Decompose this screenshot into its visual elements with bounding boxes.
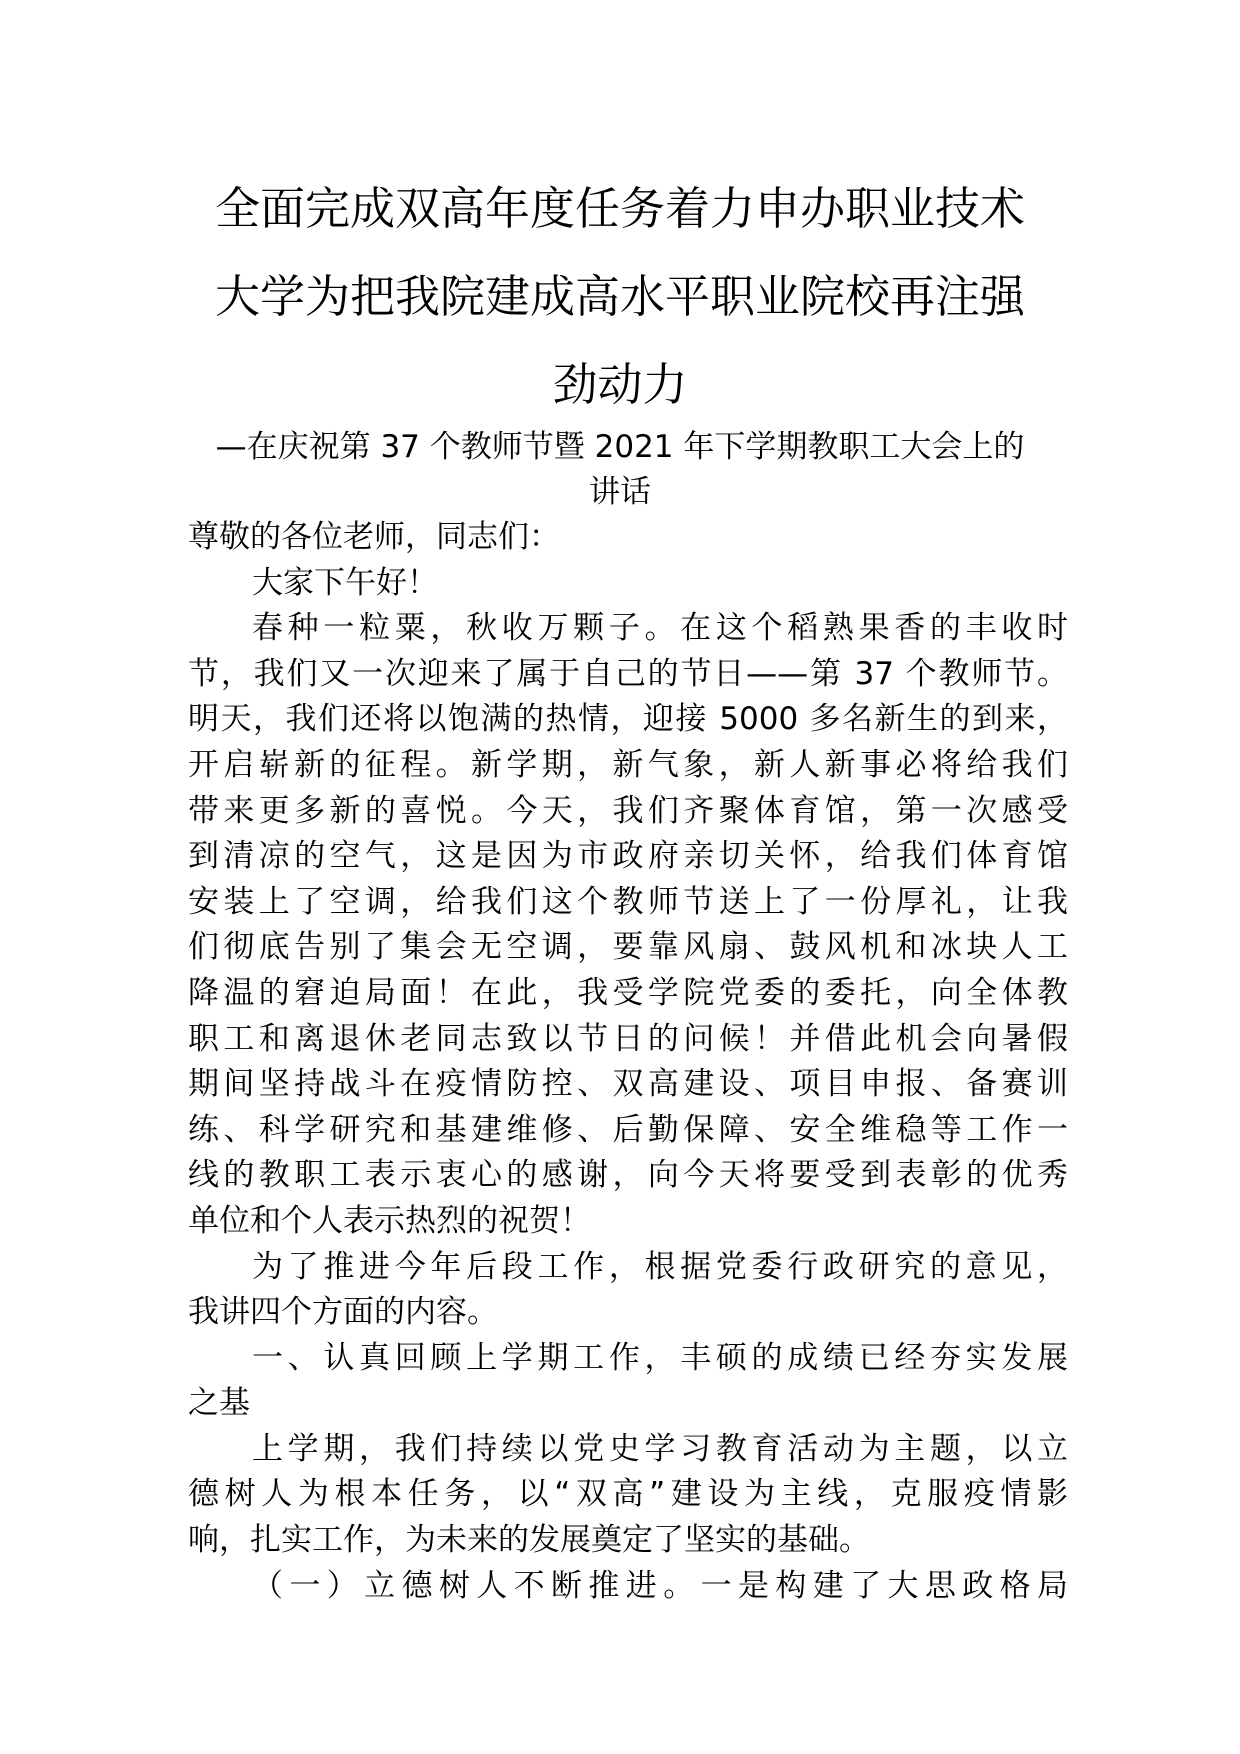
greeting: 大家下午好！ bbox=[252, 564, 438, 601]
body-line: 安装上了空调，给我们这个教师节送上了一份厚礼，让我 bbox=[188, 883, 1068, 920]
body-line: 明天，我们还将以饱满的热情，迎接 5000 多名新生的到来， bbox=[188, 701, 1068, 738]
body-line: 期间坚持战斗在疫情防控、双高建设、项目申报、备赛训 bbox=[188, 1066, 1068, 1103]
document-title bbox=[190, 165, 1050, 429]
body-line: 上学期，我们持续以党史学习教育活动为主题，以立 bbox=[252, 1430, 1068, 1467]
document-subtitle bbox=[190, 425, 1050, 515]
subsection-line: （一）立德树人不断推进。一是构建了大思政格局 bbox=[252, 1567, 1068, 1604]
body-line: 为了推进今年后段工作，根据党委行政研究的意见， bbox=[252, 1248, 1068, 1285]
body-line: 到清凉的空气，这是因为市政府亲切关怀，给我们体育馆 bbox=[188, 838, 1068, 875]
body-line: 节，我们又一次迎来了属于自己的节日——第 37 个教师节。 bbox=[188, 655, 1068, 692]
section-heading: 一、认真回顾上学期工作，丰硕的成绩已经夯实发展 bbox=[252, 1339, 1068, 1376]
body-line: 练、科学研究和基建维修、后勤保障、安全维稳等工作一 bbox=[188, 1111, 1068, 1148]
body-line: 降温的窘迫局面！在此，我受学院党委的委托，向全体教 bbox=[188, 974, 1068, 1011]
body-line: 带来更多新的喜悦。今天，我们齐聚体育馆，第一次感受 bbox=[188, 792, 1068, 829]
subtitle-line: 讲话 bbox=[589, 474, 651, 510]
body-line: 单位和个人表示热烈的祝贺！ bbox=[188, 1202, 591, 1239]
subtitle-line: —在庆祝第 37 个教师节暨 2021 年下学期教职工大会上的 bbox=[215, 429, 1025, 465]
body-line: 春种一粒粟，秋收万颗子。在这个稻熟果香的丰收时 bbox=[252, 610, 1068, 647]
body-line: 线的教职工表示衷心的感谢，向今天将要受到表彰的优秀 bbox=[188, 1157, 1068, 1194]
body-line: 德树人为根本任务，以“双高”建设为主线，克服疫情影 bbox=[188, 1476, 1068, 1513]
body-line: 响，扎实工作，为未来的发展奠定了坚实的基础。 bbox=[188, 1522, 870, 1559]
section-heading: 之基 bbox=[188, 1385, 250, 1422]
title-line: 大学为把我院建成高水平职业院校再注强 bbox=[214, 270, 1025, 323]
title-line: 劲动力 bbox=[552, 358, 688, 411]
body-line: 开启崭新的征程。新学期，新气象，新人新事必将给我们 bbox=[188, 746, 1068, 783]
body-line: 们彻底告别了集会无空调，要靠风扇、鼓风机和冰块人工 bbox=[188, 929, 1068, 966]
body-line: 我讲四个方面的内容。 bbox=[188, 1294, 498, 1331]
salutation: 尊敬的各位老师，同志们： bbox=[188, 519, 560, 555]
body-line: 职工和离退休老同志致以节日的问候！并借此机会向暑假 bbox=[188, 1020, 1068, 1057]
document-body bbox=[188, 515, 1068, 1609]
title-line: 全面完成双高年度任务着力申办职业技术 bbox=[214, 182, 1025, 235]
